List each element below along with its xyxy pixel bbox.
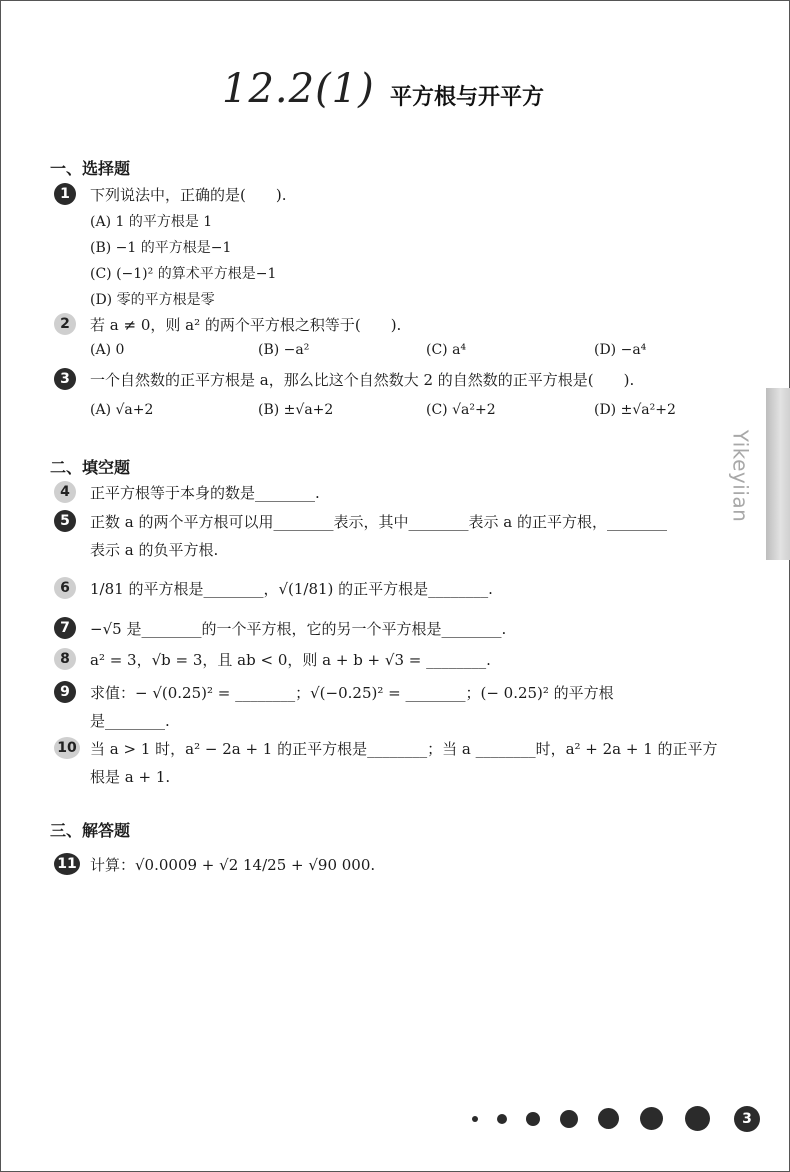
q1-option-c: (C) (−1)² 的算术平方根是−1 [90, 266, 277, 282]
q3-option-a: (A) √a+2 [90, 402, 154, 418]
decorative-dot [640, 1107, 663, 1130]
section-choice-heading: 一、选择题 [50, 159, 131, 178]
question-8-text: a² = 3，√b = 3，且 ab < 0，则 a + b + √3 = ________. [90, 651, 491, 669]
q1-option-a: (A) 1 的平方根是 1 [90, 214, 213, 230]
q1-option-b: (B) −1 的平方根是−1 [90, 240, 232, 256]
side-tab [766, 388, 790, 560]
question-3-text: 一个自然数的正平方根是 a，那么比这个自然数大 2 的自然数的正平方根是( ). [90, 371, 635, 389]
question-number-9: 9 [54, 681, 76, 703]
question-5-line-2: 表示 a 的负平方根. [90, 541, 219, 559]
question-number-3: 3 [54, 368, 76, 390]
q3-option-c: (C) √a²+2 [426, 402, 496, 418]
question-1-text: 下列说法中，正确的是( ). [90, 186, 287, 204]
decorative-dot [472, 1116, 478, 1122]
side-label-text: Yikeyiian [728, 429, 753, 523]
q2-option-d: (D) −a⁴ [594, 342, 647, 358]
question-7-text: −√5 是________的一个平方根，它的另一个平方根是________. [90, 620, 507, 638]
page-number: 3 [734, 1106, 760, 1132]
question-number-10: 10 [54, 737, 80, 759]
question-5-line-1: 正数 a 的两个平方根可以用________表示，其中________表示 a 的正平方根，________ [90, 513, 667, 531]
q1-option-d: (D) 零的平方根是零 [90, 292, 215, 308]
question-number-4: 4 [54, 481, 76, 503]
decorative-dot [526, 1112, 540, 1126]
decorative-dot [560, 1110, 578, 1128]
q3-option-d: (D) ±√a²+2 [594, 402, 676, 418]
question-number-1: 1 [54, 183, 76, 205]
decorative-dot [685, 1106, 710, 1131]
question-number-2: 2 [54, 313, 76, 335]
question-number-11: 11 [54, 853, 80, 875]
section-number: 12.2(1) [222, 66, 375, 112]
q2-option-a: (A) 0 [90, 342, 125, 358]
decorative-dot [598, 1108, 619, 1129]
question-9-line-1: 求值：− √(0.25)² = ________；√(−0.25)² = ________；(− 0.25)² 的平方根 [90, 684, 614, 702]
question-9-line-2: 是________. [90, 712, 170, 730]
question-2-text: 若 a ≠ 0，则 a² 的两个平方根之积等于( ). [90, 316, 402, 334]
question-number-5: 5 [54, 510, 76, 532]
decorative-dot [497, 1114, 507, 1124]
question-number-7: 7 [54, 617, 76, 639]
section-title: 平方根与开平方 [390, 85, 545, 110]
question-number-8: 8 [54, 648, 76, 670]
side-label [728, 418, 758, 538]
section-answer-heading: 三、解答题 [50, 821, 131, 840]
q2-option-b: (B) −a² [258, 342, 310, 358]
q3-option-b: (B) ±√a+2 [258, 402, 334, 418]
question-4-text: 正平方根等于本身的数是________. [90, 484, 320, 502]
section-fill-heading: 二、填空题 [50, 458, 131, 477]
question-10-line-1: 当 a > 1 时，a² − 2a + 1 的正平方根是________；当 a ________时，a² + 2a + 1 的正平方 [90, 740, 718, 758]
question-11-text: 计算：√0.0009 + √2 14/25 + √90 000. [90, 856, 376, 874]
question-number-6: 6 [54, 577, 76, 599]
q2-option-c: (C) a⁴ [426, 342, 467, 358]
question-10-line-2: 根是 a + 1. [90, 768, 171, 786]
question-6-text: 1/81 的平方根是________，√(1/81) 的正平方根是________. [90, 580, 493, 598]
